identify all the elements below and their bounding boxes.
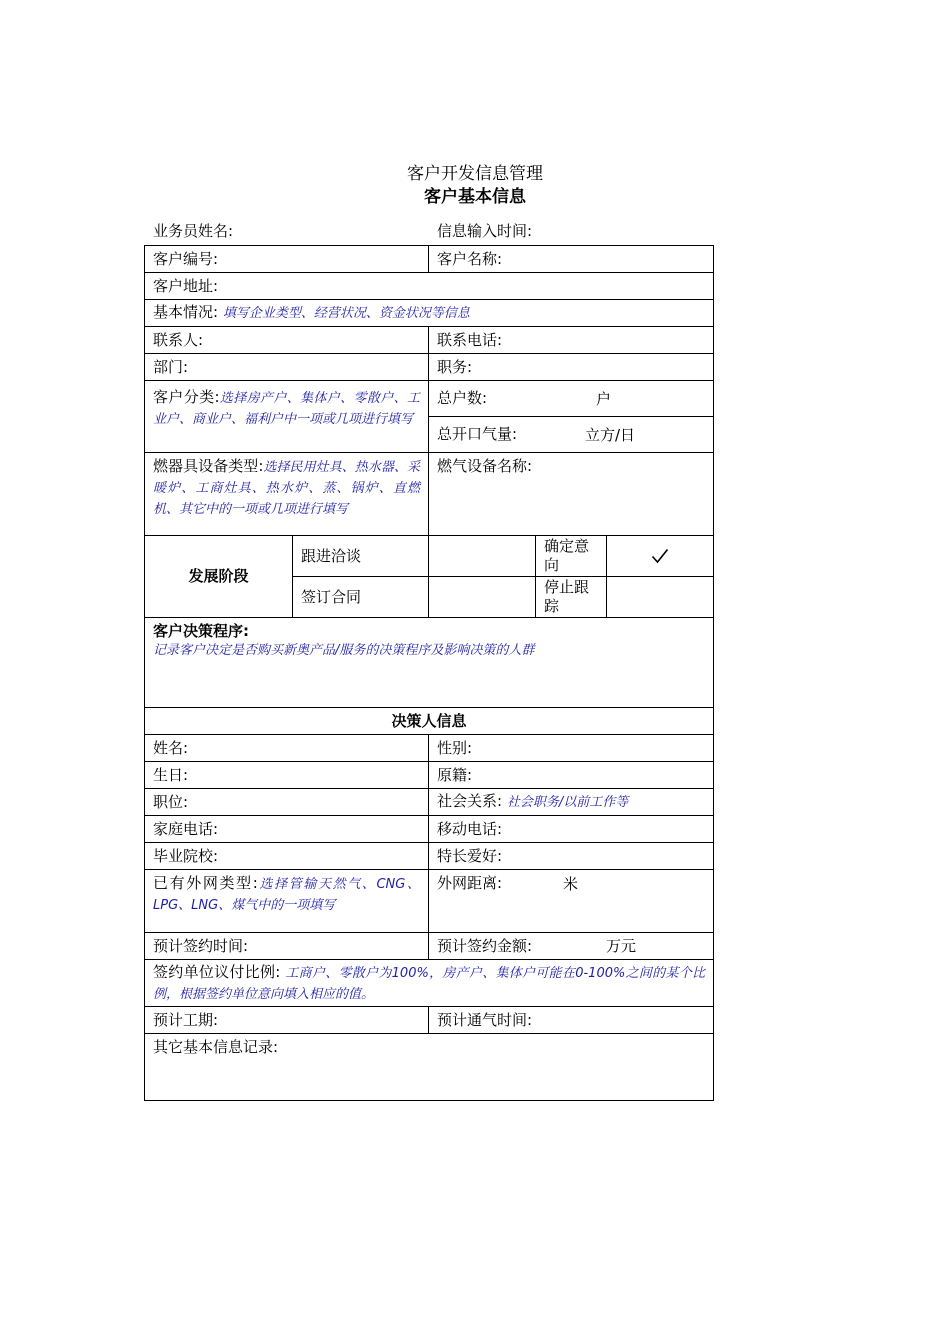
gas-equipment-field[interactable] xyxy=(429,453,714,536)
contact-phone-label: 联系电话: xyxy=(437,330,503,349)
customer-address-field[interactable] xyxy=(145,273,714,300)
contact-phone-field[interactable] xyxy=(429,327,714,354)
payment-ratio-label: 签约单位议付比例: xyxy=(153,963,281,981)
network-distance-label: 外网距离: xyxy=(437,874,503,892)
duration-label: 预计工期: xyxy=(153,1010,219,1029)
network-distance-unit: 米 xyxy=(563,875,579,893)
dm-mobile-field[interactable] xyxy=(429,816,714,843)
other-info-field[interactable] xyxy=(145,1034,714,1101)
basic-info-field[interactable] xyxy=(145,300,714,327)
job-title-field[interactable] xyxy=(429,354,714,381)
dm-position-label: 职位: xyxy=(153,792,189,811)
gas-time-field[interactable] xyxy=(429,1007,714,1034)
network-distance-field[interactable] xyxy=(429,870,714,933)
network-type-label: 已有外网类型: xyxy=(153,874,258,892)
basic-info-hint: 填写企业类型、经营状况、资金状况等信息 xyxy=(222,305,470,321)
appliance-type-field[interactable] xyxy=(145,453,429,536)
network-type-field[interactable] xyxy=(145,870,429,933)
contact-person-label: 联系人: xyxy=(153,330,204,349)
duration-field[interactable] xyxy=(145,1007,429,1034)
dm-position-field[interactable] xyxy=(145,789,429,816)
document-title: 客户开发信息管理 xyxy=(407,164,543,184)
department-label: 部门: xyxy=(153,357,189,376)
stage-option-stop: 停止跟踪 xyxy=(536,577,607,618)
stage-follow-up-checkbox[interactable] xyxy=(429,536,536,577)
dm-birthday-label: 生日: xyxy=(153,765,189,784)
appliance-type-hint: 选择民用灶具、热水器、采暖炉、工商灶具、热水炉、蒸、锅炉、直燃机、其它中的一项或几项进行填写 xyxy=(153,460,420,517)
gas-equipment-label: 燃气设备名称: xyxy=(437,457,533,475)
gas-volume-label: 总开口气量: xyxy=(437,425,518,443)
customer-id-field[interactable] xyxy=(145,246,429,273)
appliance-type-label: 燃器具设备类型: xyxy=(153,457,264,475)
customer-name-field[interactable] xyxy=(429,246,714,273)
decision-process-hint: 记录客户决定是否购买新奥产品/服务的决策程序及影响决策的人群 xyxy=(153,643,535,658)
dm-gender-label: 性别: xyxy=(437,738,473,757)
customer-address-label: 客户地址: xyxy=(153,276,219,295)
dm-mobile-label: 移动电话: xyxy=(437,819,503,838)
department-field[interactable] xyxy=(145,354,429,381)
payment-ratio-hint: 工商户、零散户为100%，房产户、集体户可能在0-100%之间的某个比例，根据签约单位意向填入相应的值。 xyxy=(153,966,706,1002)
stage-option-intent: 确定意向 xyxy=(536,536,607,577)
sign-time-field[interactable] xyxy=(145,933,429,960)
households-label: 总户数: xyxy=(437,389,488,407)
dm-gender-field[interactable] xyxy=(429,735,714,762)
decision-maker-section-title: 决策人信息 xyxy=(145,708,714,735)
contact-person-field[interactable] xyxy=(145,327,429,354)
checkmark-icon xyxy=(651,548,669,564)
customer-category-field[interactable] xyxy=(145,381,429,453)
sign-amount-label: 预计签约金额: xyxy=(437,936,533,955)
other-info-label: 其它基本信息记录: xyxy=(153,1038,279,1056)
dm-social-hint: 社会职务/以前工作等 xyxy=(506,794,629,810)
customer-name-label: 客户名称: xyxy=(437,249,503,268)
gas-volume-unit: 立方/日 xyxy=(585,426,636,444)
dm-school-field[interactable] xyxy=(145,843,429,870)
dm-home-phone-field[interactable] xyxy=(145,816,429,843)
dm-name-field[interactable] xyxy=(145,735,429,762)
dm-origin-field[interactable] xyxy=(429,762,714,789)
development-stage-label: 发展阶段 xyxy=(145,536,293,618)
sign-amount-field[interactable] xyxy=(429,933,714,960)
entry-time-label: 信息输入时间: xyxy=(437,222,533,240)
sign-amount-unit: 万元 xyxy=(606,937,637,955)
gas-volume-field[interactable] xyxy=(429,417,714,453)
sign-time-label: 预计签约时间: xyxy=(153,936,249,955)
dm-school-label: 毕业院校: xyxy=(153,846,219,865)
salesperson-label: 业务员姓名: xyxy=(153,222,234,240)
decision-process-label: 客户决策程序: xyxy=(153,622,249,640)
network-type-hint: 选择管输天然气、CNG、LPG、LNG、煤气中的一项填写 xyxy=(153,877,420,913)
stage-stop-checkbox[interactable] xyxy=(607,577,714,618)
households-unit: 户 xyxy=(596,390,612,408)
dm-birthday-field[interactable] xyxy=(145,762,429,789)
households-field[interactable] xyxy=(429,381,714,417)
dm-social-label: 社会关系: xyxy=(437,791,503,810)
decision-process-field[interactable] xyxy=(145,618,714,708)
customer-form-table xyxy=(144,245,714,1101)
gas-time-label: 预计通气时间: xyxy=(437,1010,533,1029)
dm-hobby-label: 特长爱好: xyxy=(437,846,503,865)
stage-option-follow-up: 跟进洽谈 xyxy=(293,536,429,577)
dm-home-phone-label: 家庭电话: xyxy=(153,819,219,838)
stage-contract-checkbox[interactable] xyxy=(429,577,536,618)
job-title-label: 职务: xyxy=(437,357,473,376)
dm-social-field[interactable] xyxy=(429,789,714,816)
customer-id-label: 客户编号: xyxy=(153,249,219,268)
dm-name-label: 姓名: xyxy=(153,738,189,757)
stage-intent-checkbox[interactable] xyxy=(607,536,714,577)
customer-category-hint: 选择房产户、集体户、零散户、工业户、商业户、福利户中一项或几项进行填写 xyxy=(153,391,420,427)
document-subtitle: 客户基本信息 xyxy=(424,187,526,207)
customer-category-label: 客户分类: xyxy=(153,388,220,406)
dm-hobby-field[interactable] xyxy=(429,843,714,870)
stage-option-contract: 签订合同 xyxy=(293,577,429,618)
payment-ratio-field[interactable] xyxy=(145,960,714,1007)
dm-origin-label: 原籍: xyxy=(437,765,473,784)
basic-info-label: 基本情况: xyxy=(153,302,219,321)
